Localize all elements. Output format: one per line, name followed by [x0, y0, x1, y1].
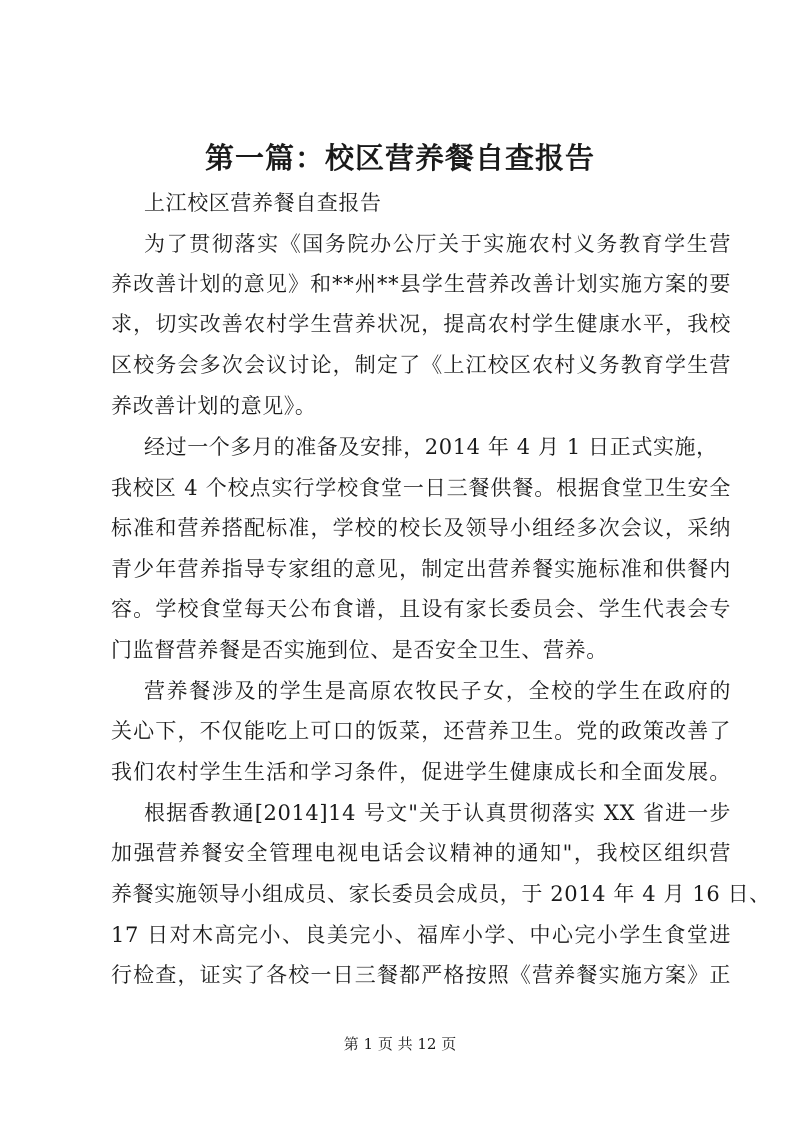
paragraph-line: 区校务会多次会议讨论，制定了《上江校区农村义务教育学生营 — [111, 353, 731, 377]
document-title: 第一篇：校区营养餐自查报告 — [204, 141, 595, 175]
paragraph-line: 门监督营养餐是否实施到位、是否安全卫生、营养。 — [111, 638, 608, 662]
paragraph-line: 我们农村学生生活和学习条件，促进学生健康成长和全面发展。 — [111, 760, 731, 784]
paragraph-line: 青少年营养指导专家组的意见，制定出营养餐实施标准和供餐内 — [111, 557, 731, 581]
paragraph-line: 为了贯彻落实《国务院办公厅关于实施农村义务教育学生营 — [144, 232, 731, 256]
paragraph-line: 标准和营养搭配标准，学校的校长及领导小组经多次会议，采纳 — [111, 516, 731, 540]
paragraph-line: 经过一个多月的准备及安排，2014 年 4 月 1 日正式实施， — [144, 435, 718, 459]
paragraph-line: 根据香教通[2014]14 号文"关于认真贯彻落实 XX 省进一步 — [144, 801, 731, 825]
paragraph-line: 行检查，证实了各校一日三餐都严格按照《营养餐实施方案》正 — [111, 963, 731, 987]
paragraph-line: 加强营养餐安全管理电视电话会议精神的通知"，我校区组织营 — [111, 841, 731, 865]
paragraph-line: 营养餐涉及的学生是高原农牧民子女，全校的学生在政府的 — [144, 679, 731, 703]
paragraph-line: 17 日对木高完小、良美完小、福库小学、中心完小学生食堂进 — [111, 923, 731, 947]
paragraph-line: 容。学校食堂每天公布食谱，且设有家长委员会、学生代表会专 — [111, 597, 731, 621]
paragraph-line: 养改善计划的意见》和**州**县学生营养改善计划实施方案的要 — [111, 272, 731, 296]
document-subtitle: 上江校区营养餐自查报告 — [144, 191, 382, 215]
page-number-footer: 第 1 页 共 12 页 — [343, 1035, 457, 1053]
paragraph-line: 关心下，不仅能吃上可口的饭菜，还营养卫生。党的政策改善了 — [111, 719, 731, 743]
paragraph-line: 求，切实改善农村学生营养状况，提高农村学生健康水平，我校 — [111, 312, 731, 336]
paragraph-line: 养餐实施领导小组成员、家长委员会成员，于 2014 年 4 月 16 日、 — [111, 882, 771, 906]
paragraph-line: 我校区 4 个校点实行学校食堂一日三餐供餐。根据食堂卫生安全 — [111, 476, 731, 500]
paragraph-line: 养改善计划的意见》。 — [111, 394, 317, 418]
